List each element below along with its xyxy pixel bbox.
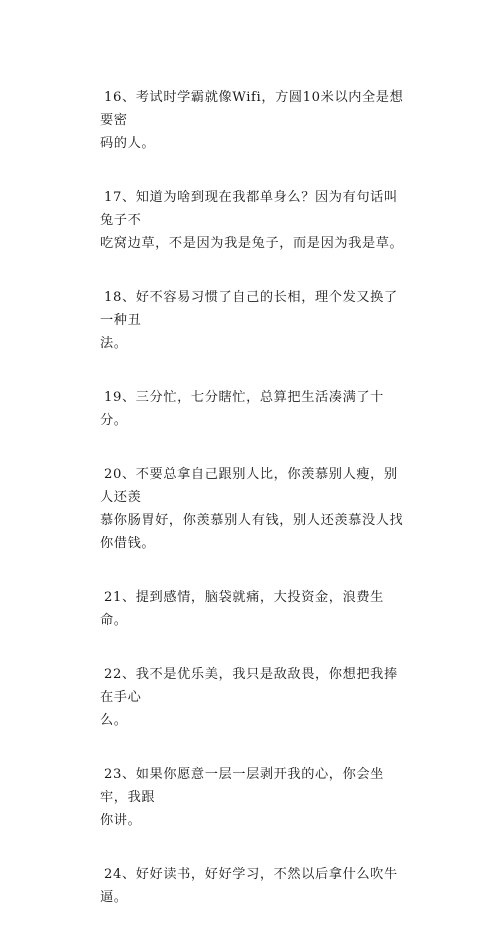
paragraph-line: 21、提到感情，脑袋就痛，大投资金，浪费生命。 (100, 590, 384, 628)
paragraph-line: 24、好好读书，好好学习，不然以后拿什么吹牛逼。 (100, 867, 398, 905)
paragraph-line: 17、知道为啥到现在我都单身么？因为有句话叫兔子不 (100, 190, 398, 228)
paragraph-line: 23、如果你愿意一层一层剥开我的心，你会坐牢，我跟 (100, 767, 384, 805)
paragraph-19 (100, 386, 410, 432)
paragraph-21 (100, 586, 410, 632)
paragraph-line: 法。 (100, 336, 128, 351)
paragraph-line: 码的人。 (100, 136, 156, 151)
paragraph-line: 16、考试时学霸就像Wifi，方圆10米以内全是想要密 (100, 90, 404, 128)
paragraph-line: 么。 (100, 713, 128, 728)
paragraph-line: 18、好不容易习惯了自己的长相，理个发又换了一种丑 (100, 290, 398, 328)
paragraph-23 (100, 763, 410, 832)
paragraph-22 (100, 663, 410, 732)
paragraph-line: 19、三分忙，七分瞎忙，总算把生活凑满了十分。 (100, 390, 384, 428)
paragraph-line: 20、不要总拿自己跟别人比，你羡慕别人瘦，别人还羡 (100, 467, 398, 505)
paragraph-line: 吃窝边草，不是因为我是兔子，而是因为我是草。 (100, 236, 404, 251)
paragraph-line: 22、我不是优乐美，我只是敌敌畏，你想把我捧在手心 (100, 667, 398, 705)
paragraph-17 (100, 186, 410, 255)
paragraph-16 (100, 86, 410, 155)
document-body (100, 86, 410, 940)
paragraph-line: 慕你肠胃好，你羡慕别人有钱，别人还羡慕没人找你借钱。 (100, 513, 404, 551)
paragraph-line: 你讲。 (100, 813, 142, 828)
paragraph-18 (100, 286, 410, 355)
paragraph-20 (100, 463, 410, 555)
paragraph-24 (100, 863, 410, 909)
